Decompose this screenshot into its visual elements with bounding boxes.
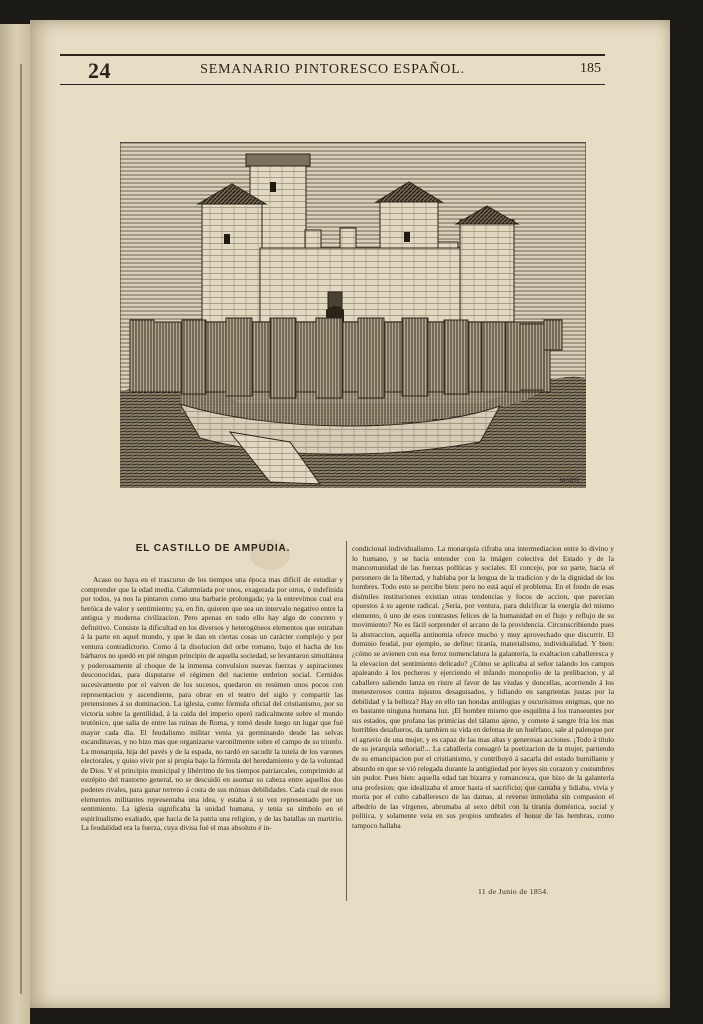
text-column-left [81,575,343,899]
binding-fold [20,64,22,994]
dateline: 11 de Junio de 1854. [478,887,549,896]
header-rule-top [60,54,605,56]
castle-engraving [120,142,586,488]
running-header [60,34,605,88]
outer-wall [130,318,562,398]
paragraph: condicional individualismo. La monarquía cifraba una intermediacion entre lo divino y lo humano, y se hacia entender con la imágen colectiva del Estado y de la mancomunidad de las fuerzas políticas y sociales. El concejo, por su parte, hacia el personero de la libertad, y hablaba por la lengua de la tradicion y de la dignidad de los hombres. Todo esto se percibe bien: pero no está aquí el problema. En el fondo de esas disímiles instituciones existian otras tendencias y focos de accion, que parecian opuestos á su agente radical. ¿Sería, por ventura, para dulcificar la energía del mismo elemento, ó uno de esos contrastes felices de la humanidad en el flujo y reflujo de su movimiento? No es fácil sorprender el arcano de la providencia. Circunscribiendo pues la abstraccion, aquella antinomia ofrece mucho y muy aprovechado que discurrir. El dominio feudal, por ejemplo, se define: tiranía, materialismo, individualidad. Y bien: ¿cómo se avienen con esa feroz nomenclatura la galantería, la exaltacion caballeresca y la elevacion del sentimiento delicado? ¿Cómo se aplicaba al señor talando los campos apaleando á los pecheros y ejerciendo el infando monopolio de la prelibacion, y al caballero saliendo lanza en ristre al favor de las viudas y doncellas, acorriendo á los menesterosos contra injustos desaguisados, y lidiando en sangrientas justas por la debilidad y la belleza? Hay en ello tan hondas antilogias y oscurísimos enigmas, que no es bastante ninguna humana luz. ¡El hombre mismo que esquilma á los transeuntes por sus estados, que profana las primicias del tálamo ajeno, y comete á sangre fria los mas horribles desafueros, da tambien su vida en defensa de un huérfano, sale al palenque por el agravio de una mujer, y es capaz de las mas altas y generosas acciones. ¡Todo á título de su jerarquía señorial!... La caballería consagró la poetizacion de la mujer, partiendo de su emancipacion por el cristianismo, y contribuyó á sacarla del estado humillante y absurdo en que se vió relegada durante la antigüedad por leyes sin corazon y costumbres sin pudor. Pues bien: aquella edad tan bizarra y romancesca, que hizo de la galantería una profesion; que idealizaba el amor hasta el sacrificio; que cantaba y lidiaba, vivia y moria por el culto caballeresco de las damas, al reverso inmolaba sin compasion el albedrío de las vírgenes, abrumaba al sexo débil con la tiranía doméstica, social y política, y solamente veia en sus propios umbrales el honor de las hembras, como tampoco hallaba [352,544,614,830]
paragraph: Acaso no haya en el trascurso de los tiempos una época mas difícil de estudiar y comprender que la edad media. Calumniada por unos, exagerada por otros, é indefinida por todos, ya nos la pintaron como una barbarie prolongada; ya la entrevimos cual era heróica de valor y sentimiento; ya, en fin, quieren que sea un intervalo negativo entre la antigua y moderna civilizacion. Pero apenas en todo ello hay algo de concreto y definitivo. Consiste la dificultad en los diversos y heterogéneos elementos que entraban á la parte en aquel mundo, y que le dan en ciertas cosas un carácter complejo y por ventura contradictorio. Como á la disolucion del orbe romano, bajo el hacha de los bárbaros no quedó en pié ningun principio de aquella sociedad, se levantaron simultánea y poderosamente al choque de la inmensa convulsion nuevas fuerzas y aspiraciones desconocidas, para disputarse el régimen del naciente embrion social. Cernidos sucesivamente por el vaiven de los sucesos, quedaron en resúmen unos pocos con representacion y ascendiente, para obrar en el teatro del siglo y compartir las pretensiones á su dominacion. La iglesia, como fórmula oficial del cristianismo, por su victoria sobre la gentilidad, á la caida del imperio operó radicalmente sobre el mundo teutónico, que salia de entre las ruinas de Roma, y tomó desde luego un lugar que fué mayor cada dia. El feudalismo militar venia ya germinando desde las selvas escandinavas, y no hizo mas que organizarse varonilmente sobre el campo de su triunfo. La monarquía, hija del pavés y de la espada, no tardó en sacudir la tutela de los varones electorales, y quiso vivir por sí propia bajo la fórmula del heredamiento y de la voluntad de Dios. Y el principio municipal y libérrimo de los tiempos patriarcales, comprimido al estrépito del trastorno general, no se descuidó en asomar su cabeza entre aquellos dos poderes rivales, para ganar terreno á costa de sus mútuas debilidades. Cada cual de esos elementos militantes representaba una idea, y estaba á su vez representado por un sentimiento. La iglesia significaba la unidad humana, y tenia su símbolo en el espiritualismo exaltado, que hacia de la patria una religion, y de las batallas un martirio. La feudalidad era la fuerza, cuya divisa fué el mas absoluto é in- [81,575,343,833]
text-column-right [352,544,614,887]
engraver-signature: MARTI [560,478,579,484]
facing-page-edge [0,24,30,1024]
page-number-left: 24 [88,58,111,83]
running-title: SEMANARIO PINTORESCO ESPAÑOL. [200,62,465,77]
page-number-right: 185 [580,61,601,76]
curtain-wall [260,248,460,328]
castle-engraving-svg [120,142,586,488]
article-title: EL CASTILLO DE AMPUDIA. [135,543,291,554]
header-rule-bottom [60,84,605,85]
column-divider [346,541,347,901]
